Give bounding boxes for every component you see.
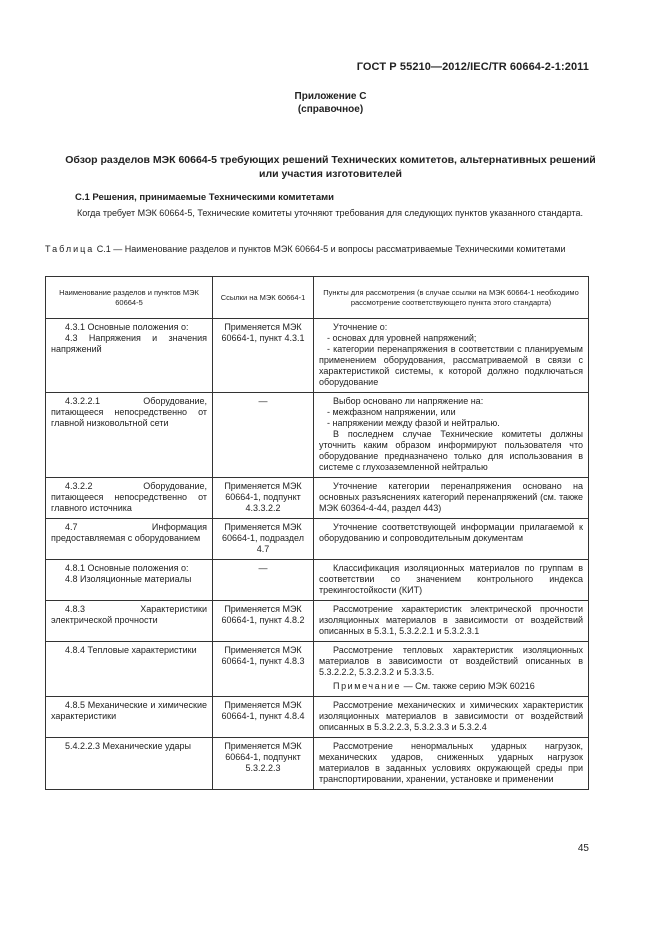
section-name-line: 4.3 Напряжения и значения напряжений (51, 333, 207, 354)
points-paragraph: Уточнение о: (333, 322, 388, 332)
table-row (46, 478, 589, 519)
section-name-line: 4.7 Информация предоставляемая с оборудованием (51, 522, 207, 543)
points-paragraph: Рассмотрение характеристик электрической прочности изоляционных материалов в зависимости от воздействий описанных в 5.3.1, 5.3.2.2.1 и 5.3.2.3.1 (319, 604, 583, 636)
points-list-item: - основах для уровней напряжений; (327, 333, 477, 343)
cell-reference: Применяется МЭК 60664-1, пункт 4.8.4 (213, 697, 314, 738)
cell-reference: Применяется МЭК 60664-1, подраздел 4.7 (213, 519, 314, 560)
section-name-line: 4.8.3 Характеристики электрической прочности (51, 604, 207, 625)
points-paragraph: Рассмотрение тепловых характеристик изоляционных материалов в зависимости от воздействий описанных в 5.3.2.2.2, 5.3.2.3.2 и 5.3.3.5. (319, 645, 583, 677)
section-intro: Когда требует МЭК 60664-5, Технические комитеты уточняют требования для следующих пунктов указанного стандарта. (77, 208, 584, 218)
cell-reference: Применяется МЭК 60664-1, пункт 4.8.3 (213, 642, 314, 697)
table-row (46, 560, 589, 601)
section-name-line: 4.8 Изоляционные материалы (65, 574, 192, 584)
table-row (46, 601, 589, 642)
cell-section-name (46, 478, 213, 519)
cell-points (314, 478, 589, 519)
requirements-table (45, 276, 589, 790)
section-name-line: 5.4.2.2.3 Механические удары (65, 741, 191, 751)
table-caption (45, 243, 588, 255)
cell-points (314, 697, 589, 738)
cell-points (314, 319, 589, 393)
points-list-item: - напряжении между фазой и нейтралью. (327, 418, 500, 428)
cell-reference: Применяется МЭК 60664-1, подпункт 5.3.2.2.3 (213, 738, 314, 790)
page-number: 45 (577, 843, 589, 854)
standard-code: ГОСТ Р 55210—2012/IEC/TR 60664-2-1:2011 (356, 61, 589, 73)
points-paragraph: Уточнение категории перенапряжения основано на основных разъяснениях категорий перенапряжений (см. также МЭК 60364-4-44, раздел 443) (319, 481, 583, 513)
cell-points (314, 519, 589, 560)
cell-reference: Применяется МЭК 60664-1, подпункт 4.3.3.2.2 (213, 478, 314, 519)
annex-heading (0, 90, 661, 116)
annex-kind: (справочное) (297, 104, 364, 115)
cell-points (314, 560, 589, 601)
cell-points (314, 601, 589, 642)
points-paragraph: Классификация изоляционных материалов по группам в соответствии со значением контрольного индекса трекингостойкости (КИТ) (319, 563, 583, 595)
table-caption-text: С.1 — Наименование разделов и пунктов МЭК 60664-5 и вопросы рассматриваемые Техническими комитетами (94, 244, 566, 254)
cell-section-name (46, 393, 213, 478)
section-name-line: 4.3.2.2.1 Оборудование, питающееся непосредственно от главной низковольтной сети (51, 396, 207, 428)
cell-points (314, 642, 589, 697)
points-paragraph: В последнем случае Технические комитеты должны уточнить каким образом информируют пользователя что оборудование предназначено только для использования в системе с глухозаземленной нейтралью (319, 429, 583, 472)
section-name-line: 4.3.2.2 Оборудование, питающееся непосредственно от главного источника (51, 481, 207, 513)
cell-points (314, 393, 589, 478)
table-row (46, 393, 589, 478)
table-row (46, 642, 589, 697)
header-name: Наименование разделов и пунктов МЭК 60664-5 (46, 277, 213, 319)
cell-reference: Применяется МЭК 60664-1, пункт 4.8.2 (213, 601, 314, 642)
points-list-item: - межфазном напряжении, или (327, 407, 456, 417)
points-paragraph: Рассмотрение механических и химических характеристик изоляционных материалов в зависимости от воздействий описанных в 5.3.2.2.3, 5.3.2.3.3 и 5.3.2.4 (319, 700, 583, 732)
cell-section-name (46, 319, 213, 393)
points-paragraph: Рассмотрение ненормальных ударных нагрузок, механических ударов, сниженных ударных нагрузок материалов в заданных условиях окружающей среды при транспортировании, хранении, установке и применении (319, 741, 583, 784)
cell-points (314, 738, 589, 790)
table-row (46, 738, 589, 790)
table-header-row (46, 277, 589, 319)
cell-reference: — (213, 393, 314, 478)
cell-section-name (46, 697, 213, 738)
points-paragraph: Выбор основано ли напряжение на: (333, 396, 484, 406)
cell-reference: — (213, 560, 314, 601)
table-row (46, 697, 589, 738)
table-row (46, 319, 589, 393)
table-note (319, 681, 583, 692)
table-note-label: Примечание (333, 681, 402, 691)
cell-section-name (46, 738, 213, 790)
cell-reference: Применяется МЭК 60664-1, пункт 4.3.1 (213, 319, 314, 393)
header-points: Пункты для рассмотрения (в случае ссылки на МЭК 60664-1 необходимо рассмотрение соответствующего пункта этого стандарта) (314, 277, 589, 319)
annex-label: Приложение С (294, 91, 367, 102)
points-list-item: - категории перенапряжения в соответствии с планируемым применением оборудования, рассматриваемой в связи с характеристикой системы, к которой должно подключаться оборудование (319, 344, 583, 387)
cell-section-name (46, 519, 213, 560)
annex-title: Обзор разделов МЭК 60664-5 требующих решений Технических комитетов, альтернативных решений или участия изготовителей (65, 154, 596, 180)
section-name-line: 4.3.1 Основные положения о: (65, 322, 189, 332)
cell-section-name (46, 560, 213, 601)
section-name-line: 4.8.4 Тепловые характеристики (65, 645, 197, 655)
section-heading: С.1 Решения, принимаемые Техническими комитетами (75, 192, 334, 203)
cell-section-name (46, 601, 213, 642)
header-ref: Ссылки на МЭК 60664-1 (213, 277, 314, 319)
table-caption-label: Таблица (45, 244, 95, 254)
section-name-line: 4.8.5 Механические и химические характеристики (51, 700, 207, 721)
table-row (46, 519, 589, 560)
cell-section-name (46, 642, 213, 697)
table-note-text: — См. также серию МЭК 60216 (401, 681, 535, 691)
section-name-line: 4.8.1 Основные положения о: (65, 563, 189, 573)
points-paragraph: Уточнение соответствующей информации прилагаемой к оборудованию и сопроводительным документам (319, 522, 583, 543)
